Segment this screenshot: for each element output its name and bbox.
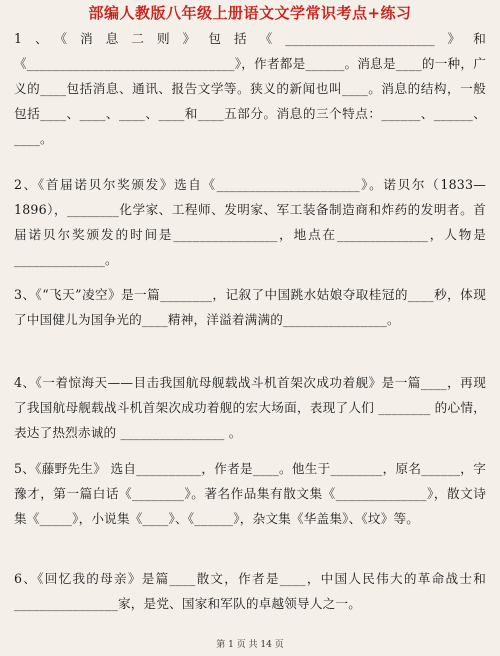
page-footer: 第 1 页 共 14 页	[216, 640, 284, 650]
question-6: 6、《回忆我的母亲》是篇____散文，作者是____，中国人民伟大的革命战士和________________家，是党、国家和军队的卓越领导人之一。	[14, 571, 486, 611]
question-1: 1、《消息二则》包括《_______________________》和《________________________________》，作者都是______。消息是____的一种，广义的____包括消息、通讯、报告文学等。狭义的新闻也叫____。消息的结构，一般包括____、____、____、____和____五部分。消息的三个特点：______、______、____。	[14, 31, 486, 146]
page-title: 部编人教版八年级上册语文文学常识考点+练习	[88, 4, 412, 22]
question-2: 2、《首届诺贝尔奖颁发》选自《______________________》。诺贝尔（1833—1896），________化学家、工程师、发明家、军工装备制造商和炸药的发明者。首届诺贝尔奖颁发的时间是________________，地点在______________，人物是______________。	[14, 177, 486, 267]
question-4: 4、《一着惊海天——目击我国航母舰载战斗机首架次成功着舰》是一篇____，再现了我国航母舰载战斗机首架次成功着舰的宏大场面，表现了人们 ________ 的心情，表达了热烈赤诚的 ________________ 。	[14, 375, 486, 440]
question-5: 5、《藤野先生》 选自__________，作者是____。他生于________，原名______，字豫才，第一篇白话《________》。著名作品集有散文集《______________》，散文诗集《_____》，小说集《____》、《______》，杂文集《华盖集》、《坟》等。	[14, 461, 486, 526]
question-3: 3、《“飞天”凌空》是一篇________，记叙了中国跳水姑娘夺取桂冠的____秒，体现了中国健儿为国争光的____精神，洋溢着满满的________________。	[14, 287, 486, 327]
